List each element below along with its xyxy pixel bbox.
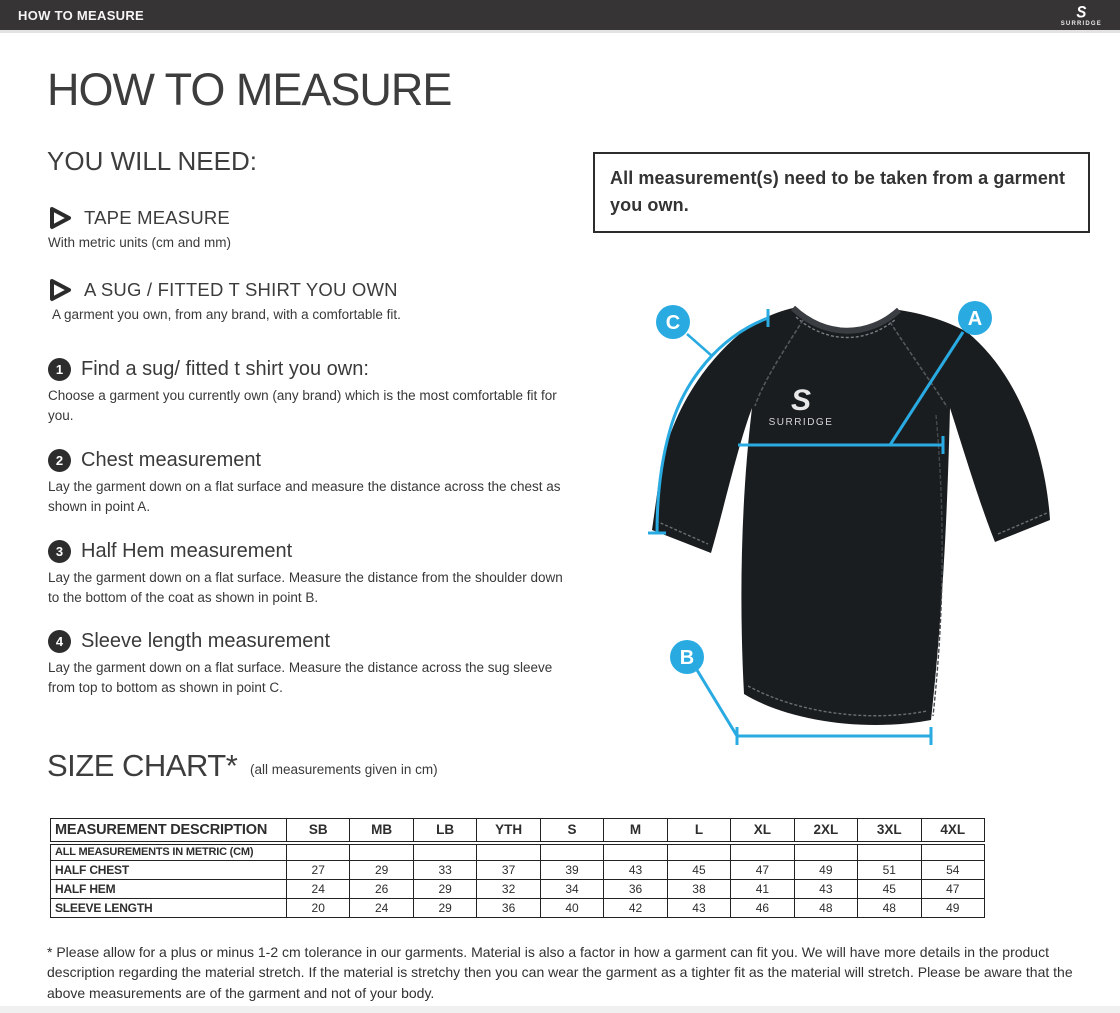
size-column-header: L xyxy=(667,819,730,843)
step-2 xyxy=(48,449,588,518)
triangle-bullet-icon xyxy=(48,206,72,230)
empty-cell xyxy=(540,843,603,861)
measurement-value: 38 xyxy=(667,880,730,899)
shirt-logo-text: SURRIDGE xyxy=(768,417,834,428)
label-leader-c xyxy=(687,334,712,356)
table-header-row xyxy=(51,819,985,843)
empty-cell xyxy=(794,843,857,861)
measurement-label: HALF CHEST xyxy=(51,861,287,880)
step-title: Sleeve length measurement xyxy=(81,630,331,652)
size-column-header: YTH xyxy=(477,819,540,843)
empty-cell xyxy=(287,843,350,861)
empty-cell xyxy=(921,843,984,861)
measurement-value: 45 xyxy=(858,880,921,899)
measurement-value: 37 xyxy=(477,861,540,880)
size-chart-heading: SIZE CHART* xyxy=(47,748,238,783)
need-item-desc: With metric units (cm and mm) xyxy=(48,235,232,250)
measurement-label: SLEEVE LENGTH xyxy=(51,899,287,918)
triangle-bullet-icon xyxy=(48,278,72,302)
table-row xyxy=(51,880,985,899)
need-item-title: A SUG / FITTED T SHIRT YOU OWN xyxy=(84,279,398,300)
surridge-s-icon: S xyxy=(1076,3,1087,22)
table-row xyxy=(51,899,985,918)
measurement-value: 40 xyxy=(540,899,603,918)
page-bottom-edge xyxy=(0,1006,1120,1013)
size-chart-table xyxy=(50,818,985,918)
measurement-value: 32 xyxy=(477,880,540,899)
size-column-header: MB xyxy=(350,819,413,843)
empty-cell xyxy=(858,843,921,861)
measurement-value: 54 xyxy=(921,861,984,880)
step-number-badge: 4 xyxy=(48,630,71,653)
size-column-header: 2XL xyxy=(794,819,857,843)
measurement-value: 29 xyxy=(413,899,476,918)
empty-cell xyxy=(477,843,540,861)
step-desc: Lay the garment down on a flat surface. Measure the distance across the sug sleeve from top to bottom as shown in point C. xyxy=(48,660,553,696)
step-number-badge: 3 xyxy=(48,540,71,563)
size-column-header: 4XL xyxy=(921,819,984,843)
empty-cell xyxy=(350,843,413,861)
you-will-need-heading: YOU WILL NEED: xyxy=(47,146,257,176)
empty-cell xyxy=(731,843,794,861)
measurement-value: 24 xyxy=(350,899,413,918)
need-item-title: TAPE MEASURE xyxy=(84,207,230,228)
measurement-value: 43 xyxy=(794,880,857,899)
empty-cell xyxy=(604,843,667,861)
size-chart-note: (all measurements given in cm) xyxy=(250,762,438,777)
label-b: B xyxy=(679,647,695,669)
metric-note-row xyxy=(51,843,985,861)
measurement-value: 45 xyxy=(667,861,730,880)
step-number-badge: 1 xyxy=(48,358,71,381)
size-column-header: M xyxy=(604,819,667,843)
tolerance-footnote: * Please allow for a plus or minus 1-2 cm tolerance in our garments. Material is also a factor in how a garment can fit you. We will have more details in the product description regarding the material stretch. If the material is stretchy then you can wear the garment as a tighter fit as the material will stretch. Please be aware that the above measurements are of the garment and not of your body. xyxy=(47,944,1073,1001)
shirt-logo-s-icon: S xyxy=(790,384,812,417)
measurement-value: 27 xyxy=(287,861,350,880)
step-desc: Lay the garment down on a flat surface and measure the distance across the chest as shown in point A. xyxy=(48,479,561,515)
label-a: A xyxy=(967,308,983,330)
top-bar xyxy=(0,0,1120,30)
step-number-badge: 2 xyxy=(48,449,71,472)
measurement-value: 49 xyxy=(794,861,857,880)
step-3 xyxy=(48,540,588,609)
table-row xyxy=(51,861,985,880)
need-item-fitted-shirt xyxy=(48,278,588,322)
need-item-tape-measure xyxy=(48,206,588,250)
measurement-value: 42 xyxy=(604,899,667,918)
measurement-value: 47 xyxy=(921,880,984,899)
size-column-header: MEASUREMENT DESCRIPTION xyxy=(51,819,287,843)
step-4 xyxy=(48,630,588,699)
empty-cell xyxy=(667,843,730,861)
top-bar-title: HOW TO MEASURE xyxy=(18,7,145,23)
step-title: Half Hem measurement xyxy=(81,540,293,562)
measurement-value: 51 xyxy=(858,861,921,880)
measurement-value: 48 xyxy=(858,899,921,918)
callout-box xyxy=(593,152,1090,233)
measurement-value: 39 xyxy=(540,861,603,880)
size-column-header: XL xyxy=(731,819,794,843)
surridge-logo xyxy=(1061,3,1102,27)
empty-cell xyxy=(413,843,476,861)
size-column-header: LB xyxy=(413,819,476,843)
step-title: Find a sug/ fitted t shirt you own: xyxy=(81,358,369,380)
callout-text: All measurement(s) need to be taken from a garment you own. xyxy=(610,168,1066,215)
measurement-label: HALF HEM xyxy=(51,880,287,899)
step-title: Chest measurement xyxy=(81,449,262,471)
label-c: C xyxy=(665,312,681,334)
measurement-value: 48 xyxy=(794,899,857,918)
step-1 xyxy=(48,358,588,427)
size-column-header: S xyxy=(540,819,603,843)
shirt-body xyxy=(652,308,1050,725)
size-column-header: SB xyxy=(287,819,350,843)
top-bar-divider xyxy=(0,30,1120,33)
measurement-value: 26 xyxy=(350,880,413,899)
measurement-value: 36 xyxy=(604,880,667,899)
surridge-logo-text: SURRIDGE xyxy=(1060,21,1102,27)
size-column-header: 3XL xyxy=(858,819,921,843)
measurement-value: 47 xyxy=(731,861,794,880)
measurement-value: 24 xyxy=(287,880,350,899)
label-leader-b xyxy=(697,670,737,736)
shirt-measurement-diagram xyxy=(600,270,1090,770)
step-desc: Lay the garment down on a flat surface. Measure the distance from the shoulder down to the bottom of the coat as shown in point B. xyxy=(48,570,563,606)
measurement-value: 33 xyxy=(413,861,476,880)
measurement-value: 41 xyxy=(731,880,794,899)
measurement-value: 20 xyxy=(287,899,350,918)
measurement-value: 43 xyxy=(604,861,667,880)
measurement-value: 43 xyxy=(667,899,730,918)
measurement-value: 46 xyxy=(731,899,794,918)
measurement-value: 49 xyxy=(921,899,984,918)
measurement-value: 29 xyxy=(350,861,413,880)
measurement-value: 36 xyxy=(477,899,540,918)
need-item-desc: A garment you own, from any brand, with a comfortable fit. xyxy=(52,307,401,322)
step-desc: Choose a garment you currently own (any brand) which is the most comfortable fit for you. xyxy=(48,388,557,424)
measurement-value: 34 xyxy=(540,880,603,899)
metric-note-label: ALL MEASUREMENTS IN METRIC (CM) xyxy=(51,843,287,861)
measurement-value: 29 xyxy=(413,880,476,899)
page-title: HOW TO MEASURE xyxy=(47,64,452,115)
